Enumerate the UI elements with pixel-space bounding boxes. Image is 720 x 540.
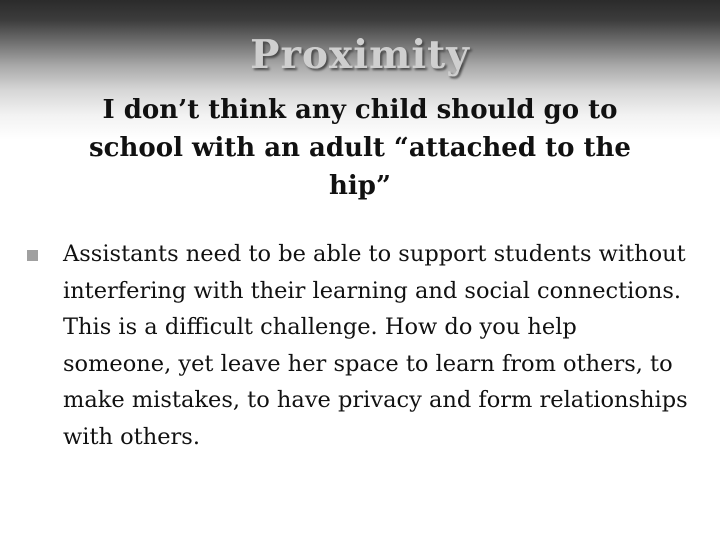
bullet-text: Assistants need to be able to support students without interfering with their learning and social connections. This is a difficult challenge. How do you help someone, yet leave her space to learn from others, to make mistakes, to have privacy and form relationships with others. bbox=[63, 241, 688, 450]
bullet-list-item bbox=[27, 236, 692, 455]
slide-title: Proximity bbox=[250, 32, 470, 78]
slide-subtitle: I don’t think any child should go to school with an adult “attached to the hip” bbox=[89, 95, 631, 201]
square-bullet-icon bbox=[27, 250, 38, 261]
